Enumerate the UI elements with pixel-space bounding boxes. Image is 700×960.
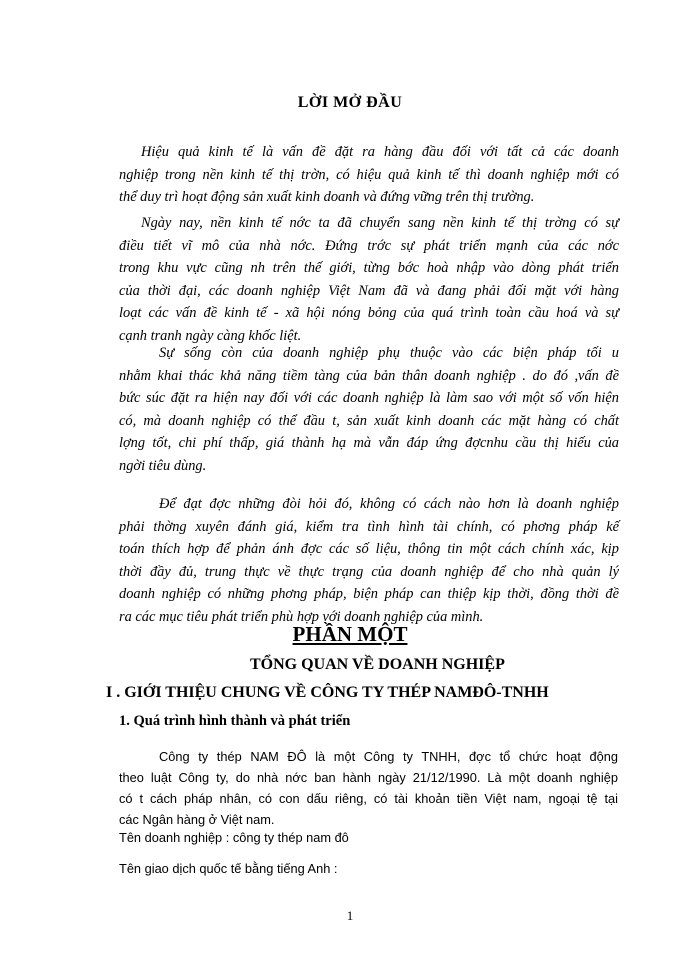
intro-paragraph-2 (119, 212, 619, 347)
text-line: ra các mục tiêu phát triển phù hợp với doanh nghiệp của mình. (119, 608, 484, 625)
company-paragraph (119, 746, 618, 830)
section-heading: I . GIỚI THIỆU CHUNG VỀ CÔNG TY THÉP NAMĐÔ-TNHH (106, 684, 549, 701)
intro-title: LỜI MỞ ĐẦU (297, 94, 403, 111)
text-line: Ngày nay, nền kinh tế nớc ta đã chuyển sang nền kinh tế thị trờng có sự (141, 215, 619, 231)
intro-paragraph-4 (119, 493, 619, 628)
text-line: Hiệu quả kinh tế là vấn đề đặt ra hàng đầu đối với tất cả các doanh (141, 144, 619, 160)
subsection-heading: 1. Quá trình hình thành và phát triển (119, 713, 351, 729)
text-line: của thời đại, các doanh nghiệp Việt Nam đã và đang phải đối mặt với hàng (119, 282, 619, 299)
text-line: nghiệp trong nền kinh tế thị trờn, có hiệu quả kinh tế thì doanh nghiệp mới có (119, 166, 619, 183)
intro-paragraph-1 (119, 141, 619, 209)
text-line: phải thờng xuyên đánh giá, kiểm tra tình hình tài chính, có phơng pháp kế (119, 518, 619, 535)
text-line: có t cách pháp nhân, có con dấu riêng, có tài khoản tiền Việt nam, ngoại tệ tại (119, 791, 618, 806)
text-line: nhằm khai thác khả năng tiềm tàng của bản thân doanh nghiệp . do đó ,vấn đề (119, 367, 619, 384)
page-number: 1 (346, 908, 354, 923)
english-name-field: Tên giao dịch quốc tế bằng tiếng Anh : (119, 861, 338, 876)
text-line: điều tiết vĩ mô của nhà nớc. Đứng trớc sự phát triển mạnh của các nớc (119, 237, 619, 254)
text-line: Sự sống còn của doanh nghiệp phụ thuộc vào các biện pháp tối u (159, 345, 619, 361)
text-line: thời đầy đủ, trung thực về thực trạng của doanh nghiệp để cho nhà quản lý (119, 563, 619, 580)
text-line: lợng tốt, chi phí thấp, giá thành hạ mà vẫn đáp ứng đợcnhu cầu thị hiếu của (119, 435, 619, 451)
intro-paragraph-3 (119, 342, 619, 477)
text-line: Để đạt đợc những đòi hỏi đó, không có cách nào hơn là doanh nghiệp (159, 496, 619, 512)
text-line: thể duy trì hoạt động sản xuất kinh doanh và đứng vững trên thị trường. (119, 189, 535, 205)
text-line: cạnh tranh ngày càng khốc liệt. (119, 327, 302, 344)
text-line: toán thích hợp để phản ánh đợc các số liệu, thông tin một cách chính xác, kịp (119, 541, 619, 557)
text-line: các Ngân hàng ở Việt nam. (119, 812, 275, 827)
text-line: doanh nghiệp có những phơng pháp, biện pháp can thiệp kịp thời, đồng thời đề (119, 586, 619, 602)
company-name-field: Tên doanh nghiệp : công ty thép nam đô (119, 830, 349, 845)
part-one-title: PHẦN MỘT (292, 622, 408, 646)
text-line: Công ty thép NAM ĐÔ là một Công ty TNHH, đợc tổ chức hoạt động (159, 749, 618, 764)
text-line: theo luật Công ty, do nhà nớc ban hành ngày 21/12/1990. Là một doanh nghiệp (119, 770, 618, 785)
text-line: loạt các vấn đề kinh tế - xã hội nóng bỏng của quá trình toàn cầu hoá và sự (119, 305, 619, 321)
part-one-subtitle: TỔNG QUAN VỀ DOANH NGHIỆP (250, 656, 505, 673)
text-line: trong khu vực cũng nh trên thế giới, từng bớc hoà nhập vào dòng phát triển (119, 260, 619, 276)
text-line: có, mà doanh nghiệp có thể đầu t, sản xuất kinh doanh các mặt hàng có chất (119, 412, 619, 429)
text-line: bức súc đặt ra hiện nay đối với các doanh nghiệp là làm sao với một số vốn hiện (119, 390, 619, 406)
text-line: ngời tiêu dùng. (119, 457, 207, 474)
